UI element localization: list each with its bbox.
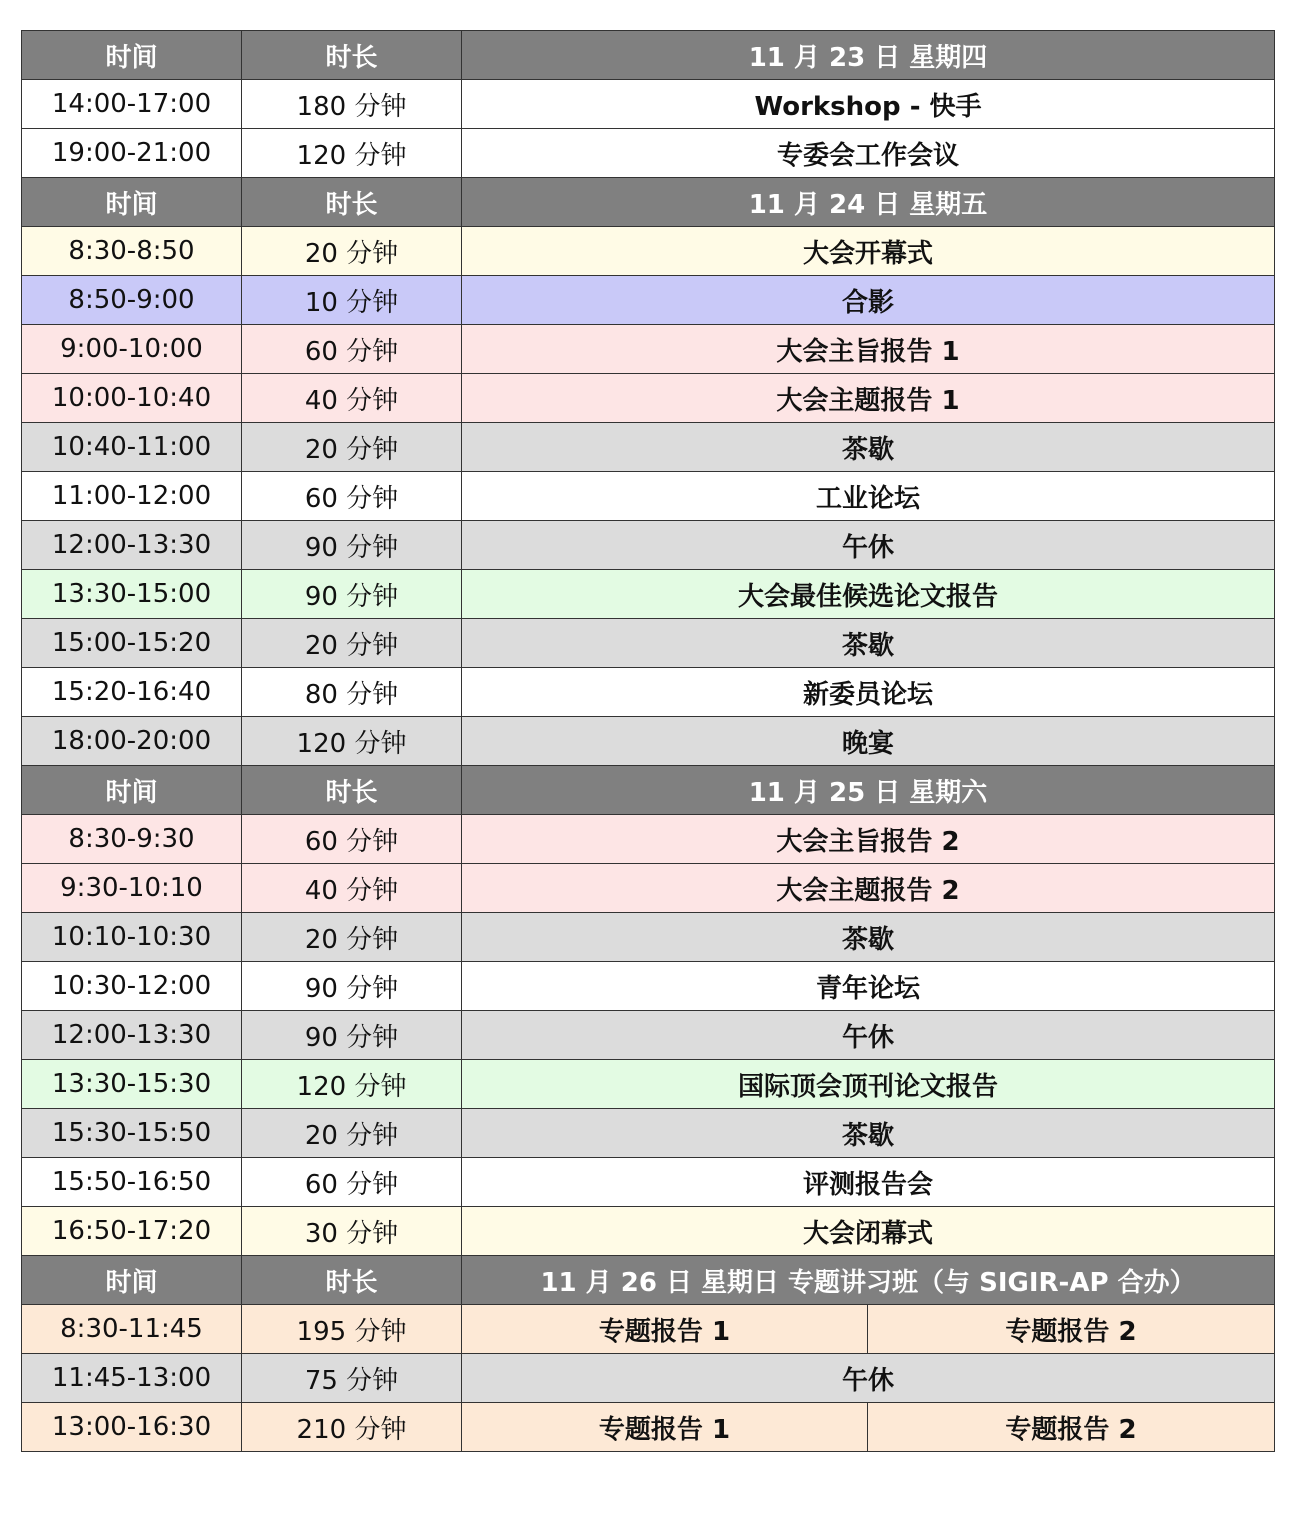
schedule-row <box>22 227 1275 276</box>
schedule-row <box>22 1403 1275 1452</box>
day-title: 11 月 26 日 星期日 专题讲习班（与 SIGIR-AP 合办） <box>462 1256 1275 1305</box>
schedule-row <box>22 570 1275 619</box>
schedule-row <box>22 80 1275 129</box>
schedule-row <box>22 1354 1275 1403</box>
event-cell: 茶歇 <box>462 1109 1275 1158</box>
schedule-row <box>22 325 1275 374</box>
event-cell: 专题报告 2 <box>868 1305 1275 1354</box>
time-cell: 15:30-15:50 <box>22 1109 242 1158</box>
day-title: 11 月 24 日 星期五 <box>462 178 1275 227</box>
schedule-row <box>22 374 1275 423</box>
day-header-row <box>22 178 1275 227</box>
event-cell: 大会主旨报告 1 <box>462 325 1275 374</box>
time-cell: 9:30-10:10 <box>22 864 242 913</box>
day-header-row <box>22 1256 1275 1305</box>
duration-cell: 80 分钟 <box>242 668 462 717</box>
duration-cell: 60 分钟 <box>242 325 462 374</box>
event-cell: 工业论坛 <box>462 472 1275 521</box>
duration-cell: 20 分钟 <box>242 1109 462 1158</box>
time-cell: 13:30-15:00 <box>22 570 242 619</box>
schedule-row <box>22 129 1275 178</box>
time-column-header: 时间 <box>22 178 242 227</box>
time-cell: 10:30-12:00 <box>22 962 242 1011</box>
duration-column-header: 时长 <box>242 1256 462 1305</box>
schedule-row <box>22 619 1275 668</box>
duration-cell: 60 分钟 <box>242 472 462 521</box>
event-cell: 专题报告 2 <box>868 1403 1275 1452</box>
time-cell: 19:00-21:00 <box>22 129 242 178</box>
schedule-row <box>22 1011 1275 1060</box>
schedule-row <box>22 1305 1275 1354</box>
schedule-row <box>22 815 1275 864</box>
event-cell: 专委会工作会议 <box>462 129 1275 178</box>
event-cell: 茶歇 <box>462 423 1275 472</box>
time-cell: 8:30-11:45 <box>22 1305 242 1354</box>
duration-cell: 120 分钟 <box>242 717 462 766</box>
schedule-row <box>22 276 1275 325</box>
time-cell: 10:00-10:40 <box>22 374 242 423</box>
event-cell: 大会开幕式 <box>462 227 1275 276</box>
duration-column-header: 时长 <box>242 31 462 80</box>
schedule-row <box>22 962 1275 1011</box>
duration-column-header: 时长 <box>242 766 462 815</box>
day-header-row <box>22 31 1275 80</box>
duration-column-header: 时长 <box>242 178 462 227</box>
time-cell: 15:50-16:50 <box>22 1158 242 1207</box>
day-title: 11 月 23 日 星期四 <box>462 31 1275 80</box>
time-column-header: 时间 <box>22 1256 242 1305</box>
time-cell: 16:50-17:20 <box>22 1207 242 1256</box>
event-cell: 午休 <box>462 1354 1275 1403</box>
event-cell: 新委员论坛 <box>462 668 1275 717</box>
event-cell: 专题报告 1 <box>462 1403 868 1452</box>
schedule-row <box>22 1158 1275 1207</box>
event-cell: 大会主题报告 2 <box>462 864 1275 913</box>
time-cell: 9:00-10:00 <box>22 325 242 374</box>
time-cell: 13:00-16:30 <box>22 1403 242 1452</box>
time-cell: 8:50-9:00 <box>22 276 242 325</box>
duration-cell: 20 分钟 <box>242 913 462 962</box>
event-cell: 午休 <box>462 1011 1275 1060</box>
schedule-row <box>22 864 1275 913</box>
event-cell: 国际顶会顶刊论文报告 <box>462 1060 1275 1109</box>
duration-cell: 195 分钟 <box>242 1305 462 1354</box>
time-cell: 18:00-20:00 <box>22 717 242 766</box>
schedule-row <box>22 521 1275 570</box>
duration-cell: 20 分钟 <box>242 423 462 472</box>
event-cell: 茶歇 <box>462 913 1275 962</box>
schedule-row <box>22 423 1275 472</box>
event-cell: 大会最佳候选论文报告 <box>462 570 1275 619</box>
schedule-body <box>22 31 1275 1452</box>
duration-cell: 30 分钟 <box>242 1207 462 1256</box>
schedule-row <box>22 472 1275 521</box>
duration-cell: 75 分钟 <box>242 1354 462 1403</box>
event-cell: 专题报告 1 <box>462 1305 868 1354</box>
time-cell: 11:45-13:00 <box>22 1354 242 1403</box>
time-cell: 15:20-16:40 <box>22 668 242 717</box>
event-cell: 合影 <box>462 276 1275 325</box>
event-cell: 茶歇 <box>462 619 1275 668</box>
schedule-table <box>21 30 1274 1452</box>
schedule-row <box>22 913 1275 962</box>
time-cell: 10:10-10:30 <box>22 913 242 962</box>
duration-cell: 40 分钟 <box>242 374 462 423</box>
duration-cell: 40 分钟 <box>242 864 462 913</box>
event-cell: 评测报告会 <box>462 1158 1275 1207</box>
schedule-row <box>22 1207 1275 1256</box>
duration-cell: 90 分钟 <box>242 962 462 1011</box>
time-cell: 15:00-15:20 <box>22 619 242 668</box>
duration-cell: 20 分钟 <box>242 619 462 668</box>
time-cell: 10:40-11:00 <box>22 423 242 472</box>
duration-cell: 20 分钟 <box>242 227 462 276</box>
duration-cell: 60 分钟 <box>242 1158 462 1207</box>
event-cell: 青年论坛 <box>462 962 1275 1011</box>
duration-cell: 180 分钟 <box>242 80 462 129</box>
event-cell: 大会主旨报告 2 <box>462 815 1275 864</box>
schedule-row <box>22 1109 1275 1158</box>
schedule-row <box>22 668 1275 717</box>
schedule-row <box>22 717 1275 766</box>
duration-cell: 120 分钟 <box>242 1060 462 1109</box>
duration-cell: 60 分钟 <box>242 815 462 864</box>
duration-cell: 120 分钟 <box>242 129 462 178</box>
time-cell: 8:30-9:30 <box>22 815 242 864</box>
time-column-header: 时间 <box>22 766 242 815</box>
event-cell: 大会主题报告 1 <box>462 374 1275 423</box>
time-cell: 12:00-13:30 <box>22 1011 242 1060</box>
time-column-header: 时间 <box>22 31 242 80</box>
time-cell: 8:30-8:50 <box>22 227 242 276</box>
duration-cell: 90 分钟 <box>242 570 462 619</box>
duration-cell: 10 分钟 <box>242 276 462 325</box>
event-cell: Workshop - 快手 <box>462 80 1275 129</box>
duration-cell: 90 分钟 <box>242 1011 462 1060</box>
day-title: 11 月 25 日 星期六 <box>462 766 1275 815</box>
schedule-row <box>22 1060 1275 1109</box>
time-cell: 14:00-17:00 <box>22 80 242 129</box>
duration-cell: 210 分钟 <box>242 1403 462 1452</box>
event-cell: 大会闭幕式 <box>462 1207 1275 1256</box>
day-header-row <box>22 766 1275 815</box>
duration-cell: 90 分钟 <box>242 521 462 570</box>
time-cell: 13:30-15:30 <box>22 1060 242 1109</box>
time-cell: 11:00-12:00 <box>22 472 242 521</box>
event-cell: 午休 <box>462 521 1275 570</box>
event-cell: 晚宴 <box>462 717 1275 766</box>
time-cell: 12:00-13:30 <box>22 521 242 570</box>
